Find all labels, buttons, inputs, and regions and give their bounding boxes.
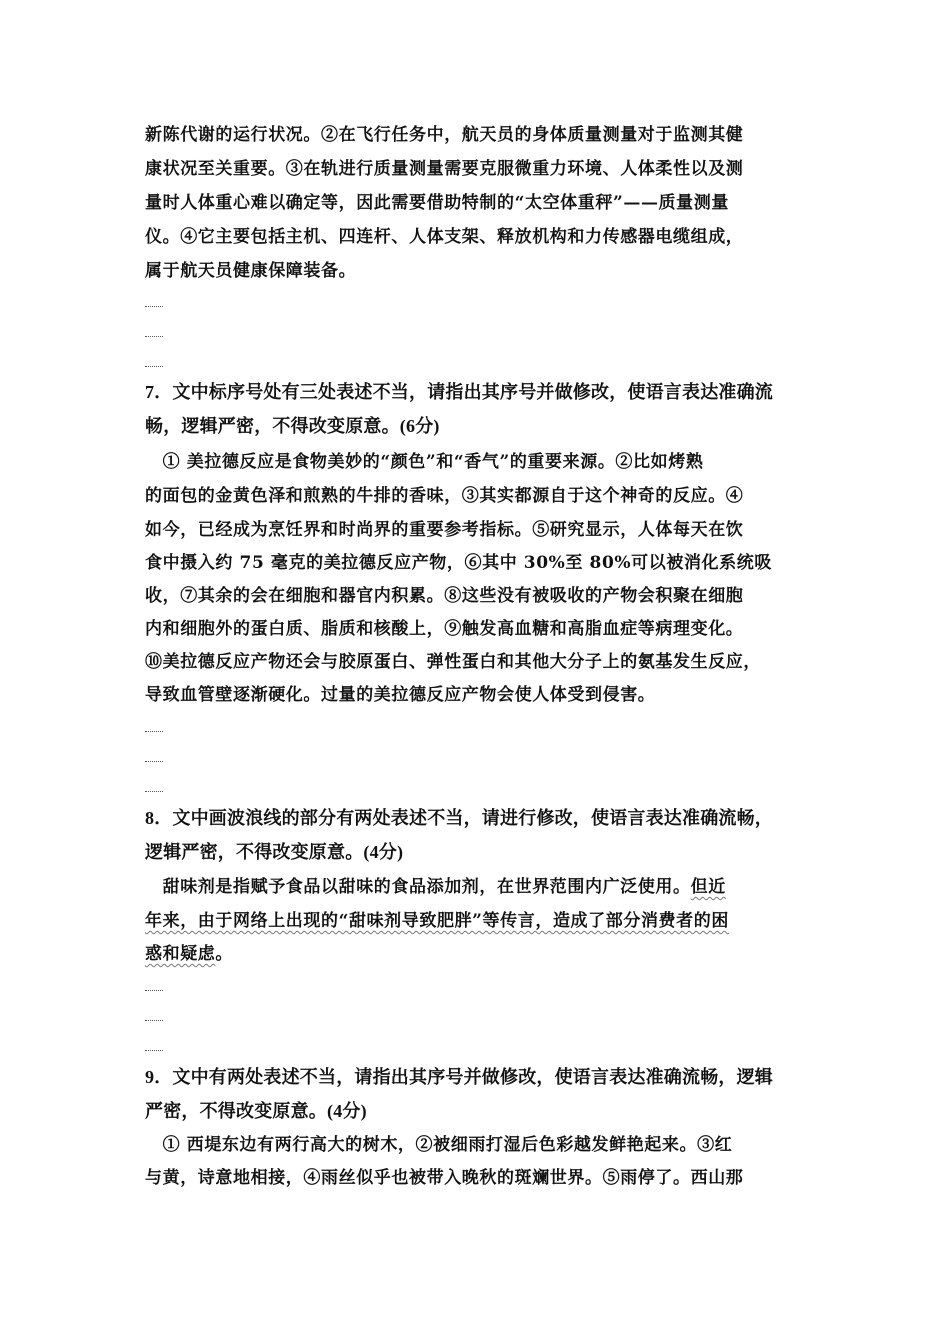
passage-line: 属于航天员健康保障装备。 <box>145 261 357 281</box>
answer-blank-line <box>145 1018 163 1021</box>
answer-blank-line <box>145 304 163 307</box>
passage-line: 食中摄入约 75 毫克的美拉德反应产物，⑥其中 30%至 80%可以被消化系统吸 <box>145 553 772 573</box>
wavy-underlined-text: 惑和疑虑 <box>145 944 216 964</box>
question-7-prompt: 畅，逻辑严密，不得改变原意。(6分) <box>145 416 440 436</box>
passage-line <box>145 943 233 965</box>
passage-line: 内和细胞外的蛋白质、脂质和核酸上，⑨触发高血糖和高脂血症等病理变化。 <box>145 619 744 639</box>
answer-blank-line <box>145 789 163 792</box>
passage-line: ① 美拉德反应是食物美妙的“颜色”和“香气”的重要来源。②比如烤熟 <box>145 452 704 472</box>
passage-text: 。 <box>215 944 234 964</box>
passage-line: ⑩美拉德反应产物还会与胶原蛋白、弹性蛋白和其他大分子上的氨基发生反应， <box>145 652 761 672</box>
answer-blank-line <box>145 1048 163 1051</box>
passage-line: 的面包的金黄色泽和煎熟的牛排的香味，③其实都源自于这个神奇的反应。④ <box>145 486 744 506</box>
passage-line: 导致血管壁逐渐硬化。过量的美拉德反应产物会使人体受到侵害。 <box>145 685 656 705</box>
passage-line: 如今，已经成为烹饪界和时尚界的重要参考指标。⑤研究显示，人体每天在饮 <box>145 520 744 540</box>
wavy-underlined-text: 年来，由于网络上出现的“甜味剂导致肥胖”等传言，造成了部分消费者的困 <box>145 911 729 931</box>
passage-line: 康状况至关重要。③在轨进行质量测量需要克服微重力环境、人体柔性以及测 <box>145 159 744 179</box>
passage-line: 收，⑦其余的会在细胞和器官内积累。⑧这些没有被吸收的产物会积聚在细胞 <box>145 586 744 606</box>
passage-line: 与黄，诗意地相接，④雨丝似乎也被带入晚秋的斑斓世界。⑤雨停了。西山那 <box>145 1168 744 1188</box>
answer-blank-line <box>145 334 163 337</box>
question-9-prompt: 9．文中有两处表述不当，请指出其序号并做修改，使语言表达准确流畅，逻辑 <box>145 1067 773 1087</box>
passage-line: 新陈代谢的运行状况。②在飞行任务中，航天员的身体质量测量对于监测其健 <box>145 125 744 145</box>
answer-blank-line <box>145 364 163 367</box>
answer-blank-line <box>145 729 163 732</box>
question-7-prompt: 7．文中标序号处有三处表述不当，请指出其序号并做修改，使语言表达准确流 <box>145 382 773 402</box>
wavy-underlined-text: 但近 <box>690 877 726 897</box>
passage-line: 仪。④它主要包括主机、四连杆、人体支架、释放机构和力传感器电缆组成， <box>145 227 744 247</box>
passage-line: ① 西堤东边有两行高大的树木，②被细雨打湿后色彩越发鲜艳起来。③红 <box>145 1135 733 1155</box>
passage-line <box>145 876 726 898</box>
answer-blank-line <box>145 988 163 991</box>
answer-blank-line <box>145 759 163 762</box>
passage-text: 甜味剂是指赋予食品以甜味的食品添加剂，在世界范围内广泛使用。 <box>145 877 691 897</box>
question-8-prompt: 逻辑严密，不得改变原意。(4分) <box>145 842 404 862</box>
question-9-prompt: 严密，不得改变原意。(4分) <box>145 1101 367 1121</box>
question-8-prompt: 8．文中画波浪线的部分有两处表述不当，请进行修改，使语言表达准确流畅， <box>145 808 773 828</box>
passage-line: 量时人体重心难以确定等，因此需要借助特制的“太空体重秤”——质量测量 <box>145 193 729 213</box>
passage-line <box>145 910 729 932</box>
